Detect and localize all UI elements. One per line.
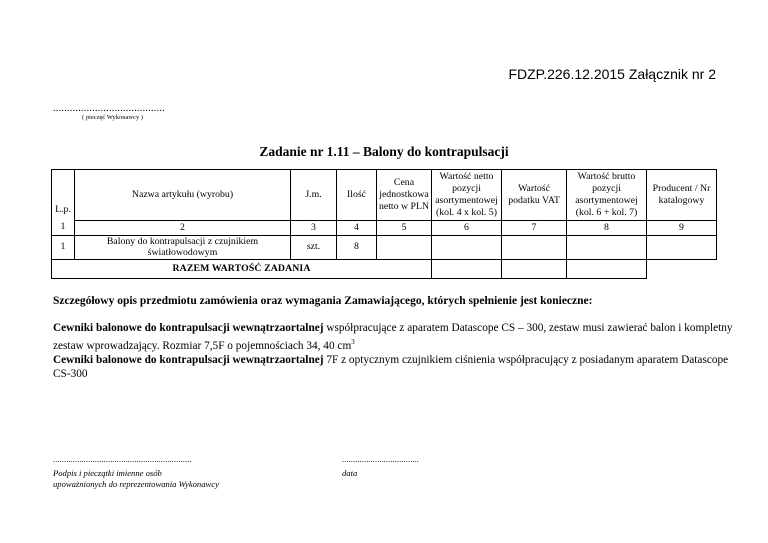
description-superscript: 3 [351, 338, 355, 346]
cell-unit-price[interactable] [377, 235, 432, 260]
total-label [52, 260, 432, 279]
section-heading: Szczegółowy opis przedmiotu zamówienia oraz wymagania Zamawiającego, których spełnienie jest konieczne: [53, 295, 593, 307]
signature-label-line-1: Podpis i pieczątki imienne osób [53, 468, 162, 478]
signature-line: ............................................................... [53, 455, 192, 464]
cell-qty: 8 [337, 235, 377, 260]
description-paragraph-2 [53, 353, 733, 381]
header-unit-price: Cena jednostkowa netto w PLN [377, 170, 432, 221]
signature-label-line-2: upoważnionych do reprezentowania Wykonawcy [53, 479, 219, 489]
description-paragraph-1 [53, 321, 733, 353]
total-net-value[interactable] [432, 260, 502, 279]
column-number: 7 [502, 220, 567, 235]
total-row [52, 260, 717, 279]
column-number-row [52, 220, 717, 235]
signature-label [53, 468, 219, 490]
cell-name: Balony do kontrapulsacji z czujnikiem światłowodowym [75, 235, 291, 260]
stamp-label: ( pieczęć Wykonawcy ) [82, 114, 144, 121]
header-producer: Producent / Nr katalogowy [647, 170, 717, 221]
header-gross-value: Wartość brutto pozycji asortymentowej (kol. 6 + kol. 7) [567, 170, 647, 221]
description [53, 321, 733, 381]
column-number: 1 [52, 220, 75, 235]
description-text-2: 7F z optycznym czujnikiem ciśnienia współpracujący z posiadanym aparatem Datascope CS-300 [53, 353, 729, 380]
header-lp: L.p. [52, 170, 75, 221]
cell-net-value[interactable] [432, 235, 502, 260]
total-label-text: RAZEM WARTOŚĆ ZADANIA [172, 263, 311, 275]
cell-lp: 1 [52, 235, 75, 260]
header-qty: Ilość [337, 170, 377, 221]
header-name: Nazwa artykułu (wyrobu) [75, 170, 291, 221]
table-header-row [52, 170, 717, 221]
header-jm: J.m. [291, 170, 337, 221]
total-gross-value[interactable] [567, 260, 647, 279]
description-text-1: współpracujące z aparatem Datascope CS – 300, zestaw musi zawierać balon i kompletny zestaw wprowadzający. Rozmiar 7,5F o pojemnościach 34, 40 cm [53, 322, 733, 352]
column-number: 5 [377, 220, 432, 235]
header-net-value: Wartość netto pozycji asortymentowej (kol. 4 x kol. 5) [432, 170, 502, 221]
total-empty [647, 260, 717, 279]
date-line: ................................... [342, 455, 419, 464]
cell-jm: szt. [291, 235, 337, 260]
description-bold-1: Cewniki balonowe do kontrapulsacji wewnątrzaortalnej [53, 322, 324, 334]
page-title: Zadanie nr 1.11 – Balony do kontrapulsacji [259, 144, 509, 159]
description-bold-2: Cewniki balonowe do kontrapulsacji wewnątrzaortalnej [53, 353, 324, 366]
column-number: 6 [432, 220, 502, 235]
total-vat[interactable] [502, 260, 567, 279]
date-label: data [342, 468, 358, 478]
header-vat: Wartość podatku VAT [502, 170, 567, 221]
column-number: 4 [337, 220, 377, 235]
stamp-line: ........................................ [53, 103, 165, 114]
cell-vat[interactable] [502, 235, 567, 260]
cell-gross-value[interactable] [567, 235, 647, 260]
column-number: 2 [75, 220, 291, 235]
pricing-table [51, 169, 717, 279]
column-number: 9 [647, 220, 717, 235]
document-reference: FDZP.226.12.2015 Załącznik nr 2 [508, 66, 716, 82]
column-number: 8 [567, 220, 647, 235]
table-row [52, 235, 717, 260]
cell-producer[interactable] [647, 235, 717, 260]
column-number: 3 [291, 220, 337, 235]
